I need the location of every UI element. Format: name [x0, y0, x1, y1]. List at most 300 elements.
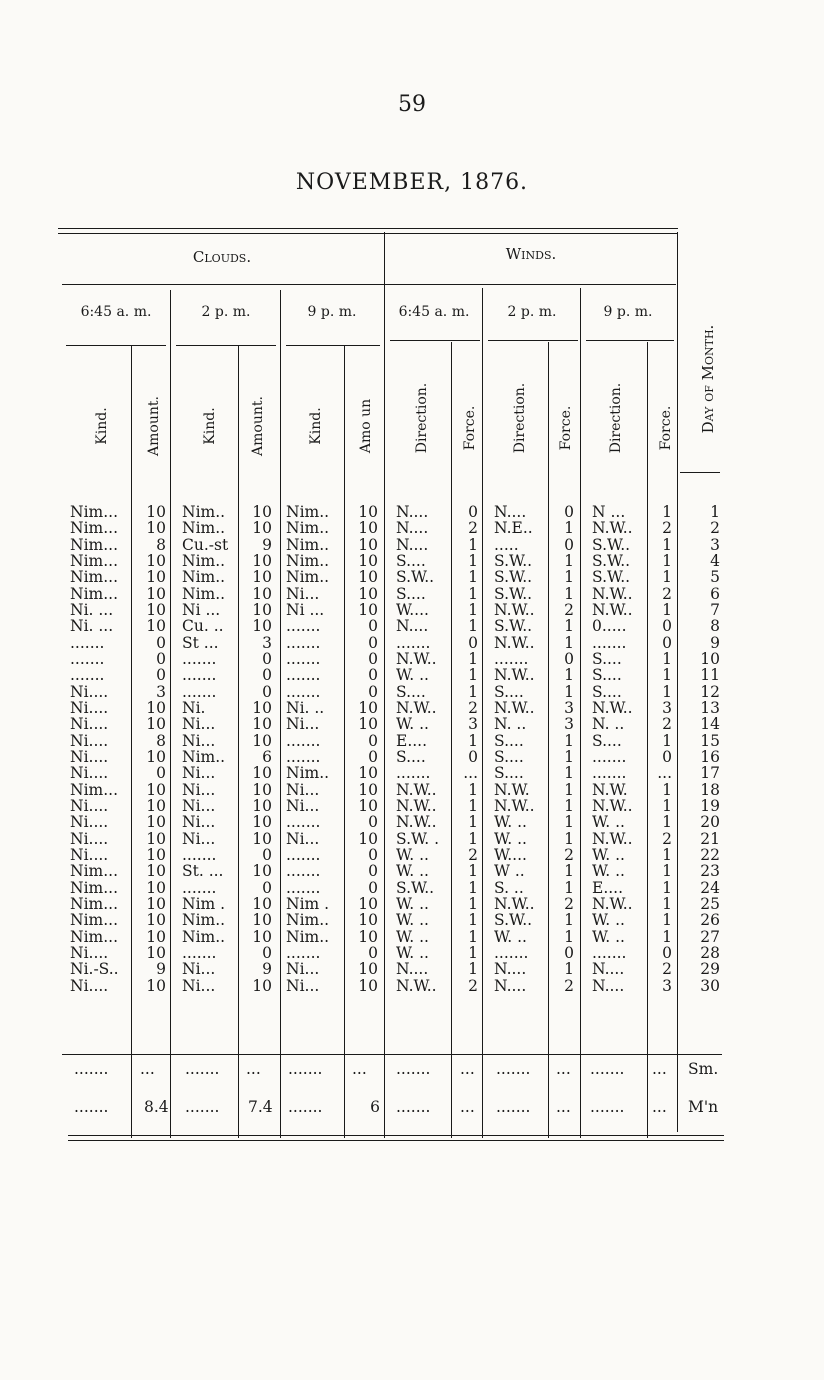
cell-force-2: 2	[564, 895, 574, 913]
winds-time-645: 6:45 a. m.	[398, 304, 470, 320]
cell-dir-645: N.W..	[396, 699, 437, 717]
cell-kind-2: Ni.	[182, 699, 206, 717]
cell-force-645: 1	[468, 879, 478, 896]
cell-amount-645: 8	[156, 732, 166, 749]
cell-amount-9: 0	[368, 879, 378, 896]
cell-kind-9: Nim..	[286, 552, 330, 570]
cell-day: 23	[700, 863, 720, 880]
cell-kind-9: .......	[286, 944, 321, 962]
cell-amount-9: 0	[368, 748, 378, 766]
cell-dir-9: .......	[592, 944, 627, 962]
cell-amount-9: 0	[368, 863, 378, 880]
cell-amount-645: 10	[146, 814, 166, 831]
cell-force-2: 2	[564, 846, 574, 864]
cell-amount-645: 10	[146, 569, 166, 586]
cell-dir-645: .......	[396, 634, 431, 651]
cell-force-2: 0	[564, 944, 574, 962]
cell-amount-645: 10	[146, 552, 166, 570]
cell-amount-645: 10	[146, 699, 166, 717]
cell-kind-645: Ni....	[70, 732, 109, 749]
cell-force-2: 1	[564, 552, 574, 570]
table-row	[0, 602, 824, 618]
cell-day: 28	[700, 944, 720, 962]
cell-kind-645: Ni....	[70, 814, 109, 831]
sum-dots-4: ...	[246, 1060, 261, 1078]
table-row	[0, 749, 824, 765]
cell-dir-645: W. ..	[396, 863, 429, 880]
cell-dir-9: N.W..	[592, 585, 633, 602]
cell-dir-2: N.W.	[494, 781, 530, 798]
cell-kind-9: .......	[286, 879, 321, 896]
cell-force-2: 1	[564, 797, 574, 815]
cell-dir-645: N.W..	[396, 977, 437, 994]
cell-amount-2: 10	[252, 765, 272, 782]
cell-kind-645: Nim...	[70, 536, 118, 553]
cell-force-645: 1	[468, 732, 478, 749]
cell-dir-9: S....	[592, 732, 622, 749]
cell-dir-645: S....	[396, 748, 426, 766]
cell-amount-2: 10	[252, 618, 272, 635]
cell-kind-2: Ni...	[182, 961, 216, 978]
cell-kind-2: .......	[182, 879, 217, 896]
cell-dir-645: W. ..	[396, 846, 429, 864]
cell-kind-9: Nim..	[286, 912, 330, 929]
cell-amount-2: 10	[252, 797, 272, 815]
cell-dir-2: S....	[494, 765, 524, 782]
cell-dir-2: S.W..	[494, 569, 533, 586]
cell-amount-2: 10	[252, 814, 272, 831]
cell-dir-645: N....	[396, 961, 429, 978]
cell-kind-9: .......	[286, 650, 321, 668]
clouds-time-645: 6:45 a. m.	[80, 304, 152, 320]
table-row	[0, 667, 824, 683]
cell-kind-9: Nim..	[286, 520, 330, 537]
cell-day: 27	[700, 928, 720, 945]
cell-kind-2: Ni...	[182, 814, 216, 831]
clouds-header: Clouds.	[192, 248, 252, 266]
cell-dir-2: W. ..	[494, 928, 527, 945]
cell-amount-9: 10	[358, 536, 378, 553]
col-amount-2: Amount.	[250, 396, 266, 456]
cell-dir-9: S.W..	[592, 552, 631, 570]
cell-amount-2: 10	[252, 716, 272, 733]
cell-dir-9: W. ..	[592, 863, 625, 880]
cell-force-9: 2	[662, 961, 672, 978]
cell-kind-9: .......	[286, 618, 321, 635]
cell-dir-2: W ..	[494, 863, 525, 880]
cell-amount-645: 8	[156, 536, 166, 553]
cell-amount-645: 10	[146, 912, 166, 929]
cell-force-9: 0	[662, 634, 672, 651]
cell-day: 7	[710, 601, 720, 619]
cell-amount-645: 0	[156, 765, 166, 782]
cell-dir-645: N....	[396, 618, 429, 635]
table-row	[0, 684, 824, 700]
cell-force-9: 1	[662, 863, 672, 880]
cell-day: 6	[710, 585, 720, 602]
table-row	[0, 847, 824, 863]
col-amount-645: Amount.	[146, 396, 162, 456]
cell-day: 11	[700, 667, 720, 684]
cell-kind-2: Ni...	[182, 732, 216, 749]
cell-kind-9: .......	[286, 732, 321, 749]
cell-force-2: 1	[564, 928, 574, 945]
cell-force-9: 0	[662, 618, 672, 635]
cell-dir-9: N.W..	[592, 699, 633, 717]
cell-force-2: 0	[564, 650, 574, 668]
cell-kind-645: Nim...	[70, 504, 118, 521]
cell-kind-9: .......	[286, 863, 321, 880]
time-rule-2	[176, 345, 276, 346]
cell-dir-2: W....	[494, 846, 527, 864]
cell-amount-2: 10	[252, 601, 272, 619]
cell-amount-9: 0	[368, 814, 378, 831]
cell-force-645: 1	[468, 961, 478, 978]
cell-force-645: 0	[468, 504, 478, 521]
cell-kind-645: .......	[70, 634, 105, 651]
cell-day: 19	[700, 797, 720, 815]
cell-day: 17	[700, 765, 720, 782]
cell-dir-2: S. ..	[494, 879, 524, 896]
mean-dots-9: ...	[652, 1098, 667, 1116]
page-number: 59	[398, 92, 426, 117]
cell-force-645: 1	[468, 781, 478, 798]
cell-kind-2: Ni...	[182, 830, 216, 847]
cell-force-2: 1	[564, 863, 574, 880]
cell-kind-645: Nim...	[70, 912, 118, 929]
cell-force-645: 2	[468, 977, 478, 994]
cell-amount-2: 10	[252, 699, 272, 717]
table-row	[0, 520, 824, 536]
cell-dir-645: .......	[396, 765, 431, 782]
cell-kind-645: Ni....	[70, 846, 109, 864]
sum-dots-7: .......	[396, 1060, 431, 1078]
cell-kind-645: Nim...	[70, 895, 118, 913]
cell-amount-645: 10	[146, 520, 166, 537]
cell-amount-9: 10	[358, 781, 378, 798]
winds-time-9: 9 p. m.	[603, 304, 653, 320]
table-row	[0, 798, 824, 814]
sum-dots-2: ...	[140, 1060, 155, 1078]
cell-kind-9: Ni...	[286, 830, 320, 847]
mean-amount-645: 8.4	[144, 1098, 169, 1116]
cell-amount-2: 10	[252, 781, 272, 798]
cell-dir-645: S....	[396, 585, 426, 602]
cell-kind-2: Cu. ..	[182, 618, 224, 635]
cell-amount-2: 10	[252, 732, 272, 749]
cell-dir-645: N.W..	[396, 650, 437, 668]
col-direction-9: Direction.	[608, 382, 624, 454]
cell-dir-645: N....	[396, 536, 429, 553]
cell-amount-645: 10	[146, 781, 166, 798]
cell-force-645: 0	[468, 634, 478, 651]
cell-kind-9: Nim..	[286, 928, 330, 945]
winds-header: Winds.	[505, 245, 557, 263]
cell-force-645: 2	[468, 699, 478, 717]
cell-amount-645: 10	[146, 797, 166, 815]
cell-dir-9: S.W..	[592, 536, 631, 553]
clouds-time-9: 9 p. m.	[307, 304, 357, 320]
mean-dots-6: .......	[496, 1098, 531, 1116]
cell-amount-9: 10	[358, 716, 378, 733]
cell-dir-9: 0.....	[592, 618, 627, 635]
table-row	[0, 635, 824, 651]
cell-dir-9: S....	[592, 667, 622, 684]
cell-force-9: 1	[662, 536, 672, 553]
cell-amount-9: 10	[358, 765, 378, 782]
cell-kind-9: Ni...	[286, 585, 320, 602]
cell-kind-2: Ni...	[182, 797, 216, 815]
cell-amount-2: 9	[262, 536, 272, 553]
page-title: NOVEMBER, 1876.	[295, 170, 529, 195]
cell-amount-645: 0	[156, 634, 166, 651]
col-kind-9: Kind.	[308, 407, 324, 445]
cell-dir-645: N.W..	[396, 797, 437, 815]
table-row	[0, 863, 824, 879]
cell-dir-645: W. ..	[396, 912, 429, 929]
cell-force-645: 1	[468, 797, 478, 815]
cell-kind-645: Nim...	[70, 569, 118, 586]
cell-dir-9: .......	[592, 748, 627, 766]
cell-amount-9: 10	[358, 504, 378, 521]
cell-kind-9: Nim..	[286, 536, 330, 553]
cell-dir-2: N. ..	[494, 716, 527, 733]
cell-dir-2: S.W..	[494, 585, 533, 602]
cell-amount-2: 10	[252, 520, 272, 537]
cell-amount-9: 10	[358, 961, 378, 978]
cell-force-9: 1	[662, 879, 672, 896]
cell-kind-645: Ni....	[70, 716, 109, 733]
cell-day: 22	[700, 846, 720, 864]
cell-amount-9: 10	[358, 928, 378, 945]
cell-day: 20	[700, 814, 720, 831]
cell-dir-645: N.W..	[396, 781, 437, 798]
cell-dir-9: N....	[592, 961, 625, 978]
col-force-645: Force.	[462, 405, 478, 451]
cell-amount-645: 10	[146, 585, 166, 602]
cell-force-2: 3	[564, 699, 574, 717]
cell-kind-2: St. ...	[182, 863, 224, 880]
cell-force-9: ...	[657, 765, 672, 782]
cell-dir-645: S.W. .	[396, 830, 439, 847]
bottom-rule-2	[68, 1140, 724, 1141]
cell-dir-2: .......	[494, 650, 529, 668]
table-row	[0, 896, 824, 912]
cell-amount-2: 0	[262, 879, 272, 896]
cell-force-2: 1	[564, 667, 574, 684]
cell-amount-645: 10	[146, 977, 166, 994]
cell-amount-645: 10	[146, 601, 166, 619]
cell-kind-645: Ni....	[70, 830, 109, 847]
cell-force-2: 1	[564, 520, 574, 537]
cell-force-2: 1	[564, 732, 574, 749]
cell-dir-9: N.W..	[592, 895, 633, 913]
cell-dir-645: N....	[396, 520, 429, 537]
cell-force-645: 1	[468, 536, 478, 553]
sum-dots-8: ...	[460, 1060, 475, 1078]
cell-kind-645: Nim...	[70, 585, 118, 602]
cell-dir-645: W. ..	[396, 716, 429, 733]
cell-kind-645: Ni....	[70, 797, 109, 815]
sum-dots-10: ...	[556, 1060, 571, 1078]
cell-dir-2: N.W..	[494, 797, 535, 815]
cell-force-9: 2	[662, 520, 672, 537]
cell-amount-2: 0	[262, 667, 272, 684]
cell-force-645: 1	[468, 569, 478, 586]
cell-force-2: 1	[564, 683, 574, 700]
cell-amount-9: 10	[358, 585, 378, 602]
cell-amount-645: 10	[146, 748, 166, 766]
cell-dir-9: N.W.	[592, 781, 628, 798]
summary-top-rule	[62, 1054, 722, 1055]
mean-amount-2: 7.4	[248, 1098, 273, 1116]
cell-dir-2: S....	[494, 683, 524, 700]
cell-day: 1	[710, 504, 720, 521]
cell-amount-645: 3	[156, 683, 166, 700]
cell-kind-2: St ...	[182, 634, 219, 651]
cell-amount-2: 10	[252, 830, 272, 847]
cell-kind-2: .......	[182, 650, 217, 668]
cell-dir-9: N.W..	[592, 520, 633, 537]
cell-force-645: 1	[468, 944, 478, 962]
cell-force-645: 0	[468, 748, 478, 766]
cell-force-2: 0	[564, 536, 574, 553]
cell-force-645: 1	[468, 895, 478, 913]
cell-amount-2: 0	[262, 944, 272, 962]
cell-force-2: 1	[564, 634, 574, 651]
cell-kind-645: Nim...	[70, 552, 118, 570]
cell-day: 26	[700, 912, 720, 929]
cell-dir-645: W....	[396, 601, 429, 619]
cell-day: 10	[700, 650, 720, 668]
table-row	[0, 700, 824, 716]
cell-force-2: 2	[564, 601, 574, 619]
cell-amount-2: 0	[262, 846, 272, 864]
cell-amount-2: 10	[252, 977, 272, 994]
table-row	[0, 733, 824, 749]
mean-dots-2: .......	[185, 1098, 220, 1116]
cell-amount-645: 0	[156, 667, 166, 684]
cell-force-9: 3	[662, 977, 672, 994]
cell-force-9: 1	[662, 504, 672, 521]
cell-kind-9: Ni...	[286, 977, 320, 994]
cell-dir-2: N.E..	[494, 520, 533, 537]
cell-force-9: 0	[662, 944, 672, 962]
table-row	[0, 618, 824, 634]
cell-kind-2: Ni ...	[182, 601, 221, 619]
mean-dots-1: .......	[74, 1098, 109, 1116]
cell-kind-645: Nim...	[70, 520, 118, 537]
cell-force-645: 1	[468, 667, 478, 684]
col-direction-645: Direction.	[414, 382, 430, 454]
cell-dir-645: S.W..	[396, 879, 435, 896]
sum-dots-5: .......	[288, 1060, 323, 1078]
cell-force-9: 1	[662, 569, 672, 586]
cell-kind-2: Ni...	[182, 765, 216, 782]
cell-force-9: 1	[662, 912, 672, 929]
col-kind-645: Kind.	[94, 407, 110, 445]
cell-dir-9: N.W..	[592, 830, 633, 847]
cell-kind-9: Ni ...	[286, 601, 325, 619]
cell-day: 12	[700, 683, 720, 700]
cell-kind-645: Ni. ...	[70, 601, 114, 619]
cell-day: 3	[710, 536, 720, 553]
cell-force-2: 1	[564, 879, 574, 896]
cell-dir-9: .......	[592, 765, 627, 782]
cell-dir-2: .......	[494, 944, 529, 962]
cell-force-9: 1	[662, 846, 672, 864]
cell-force-645: 1	[468, 650, 478, 668]
cell-dir-9: E....	[592, 879, 624, 896]
cell-amount-9: 10	[358, 895, 378, 913]
cell-kind-2: Nim..	[182, 748, 226, 766]
cell-kind-2: Nim..	[182, 504, 226, 521]
cell-dir-2: N.W..	[494, 634, 535, 651]
cell-dir-2: S.W..	[494, 552, 533, 570]
cell-force-9: 1	[662, 601, 672, 619]
cell-dir-2: W. ..	[494, 830, 527, 847]
cell-kind-645: Nim...	[70, 879, 118, 896]
cell-dir-645: S....	[396, 552, 426, 570]
cell-day: 14	[700, 716, 720, 733]
cell-amount-9: 0	[368, 732, 378, 749]
cell-amount-9: 10	[358, 797, 378, 815]
mean-amount-9: 6	[370, 1098, 380, 1116]
cell-force-645: 1	[468, 814, 478, 831]
cell-amount-9: 10	[358, 552, 378, 570]
cell-dir-9: S....	[592, 650, 622, 668]
cell-force-9: 1	[662, 683, 672, 700]
cell-force-2: 1	[564, 814, 574, 831]
cell-kind-9: Nim..	[286, 569, 330, 586]
cell-kind-645: .......	[70, 650, 105, 668]
mean-dots-8: .......	[590, 1098, 625, 1116]
cell-force-9: 2	[662, 830, 672, 847]
cell-force-2: 1	[564, 830, 574, 847]
cell-amount-9: 0	[368, 634, 378, 651]
cell-kind-9: Nim..	[286, 504, 330, 521]
cell-kind-2: Nim..	[182, 912, 226, 929]
col-kind-2: Kind.	[202, 407, 218, 445]
cell-amount-645: 10	[146, 618, 166, 635]
section-divider	[62, 284, 676, 285]
cell-kind-2: Nim..	[182, 520, 226, 537]
cell-force-9: 1	[662, 781, 672, 798]
cell-dir-9: N.W..	[592, 601, 633, 619]
cell-day: 8	[710, 618, 720, 635]
cell-amount-9: 10	[358, 830, 378, 847]
cell-amount-2: 9	[262, 961, 272, 978]
mean-dots-5: ...	[460, 1098, 475, 1116]
cell-kind-9: .......	[286, 667, 321, 684]
cell-amount-9: 0	[368, 683, 378, 700]
sum-dots-6: ...	[352, 1060, 367, 1078]
table-row	[0, 831, 824, 847]
cell-force-9: 0	[662, 748, 672, 766]
cell-force-2: 1	[564, 765, 574, 782]
cell-dir-9: S....	[592, 683, 622, 700]
cell-amount-645: 10	[146, 863, 166, 880]
cell-amount-645: 10	[146, 944, 166, 962]
cell-force-9: 1	[662, 797, 672, 815]
cell-amount-2: 10	[252, 895, 272, 913]
cell-kind-645: Ni. ...	[70, 618, 114, 635]
cell-day: 4	[710, 552, 720, 570]
time-rule-1	[66, 345, 166, 346]
cell-force-9: 1	[662, 732, 672, 749]
cell-kind-645: Ni....	[70, 977, 109, 994]
cell-amount-2: 10	[252, 863, 272, 880]
